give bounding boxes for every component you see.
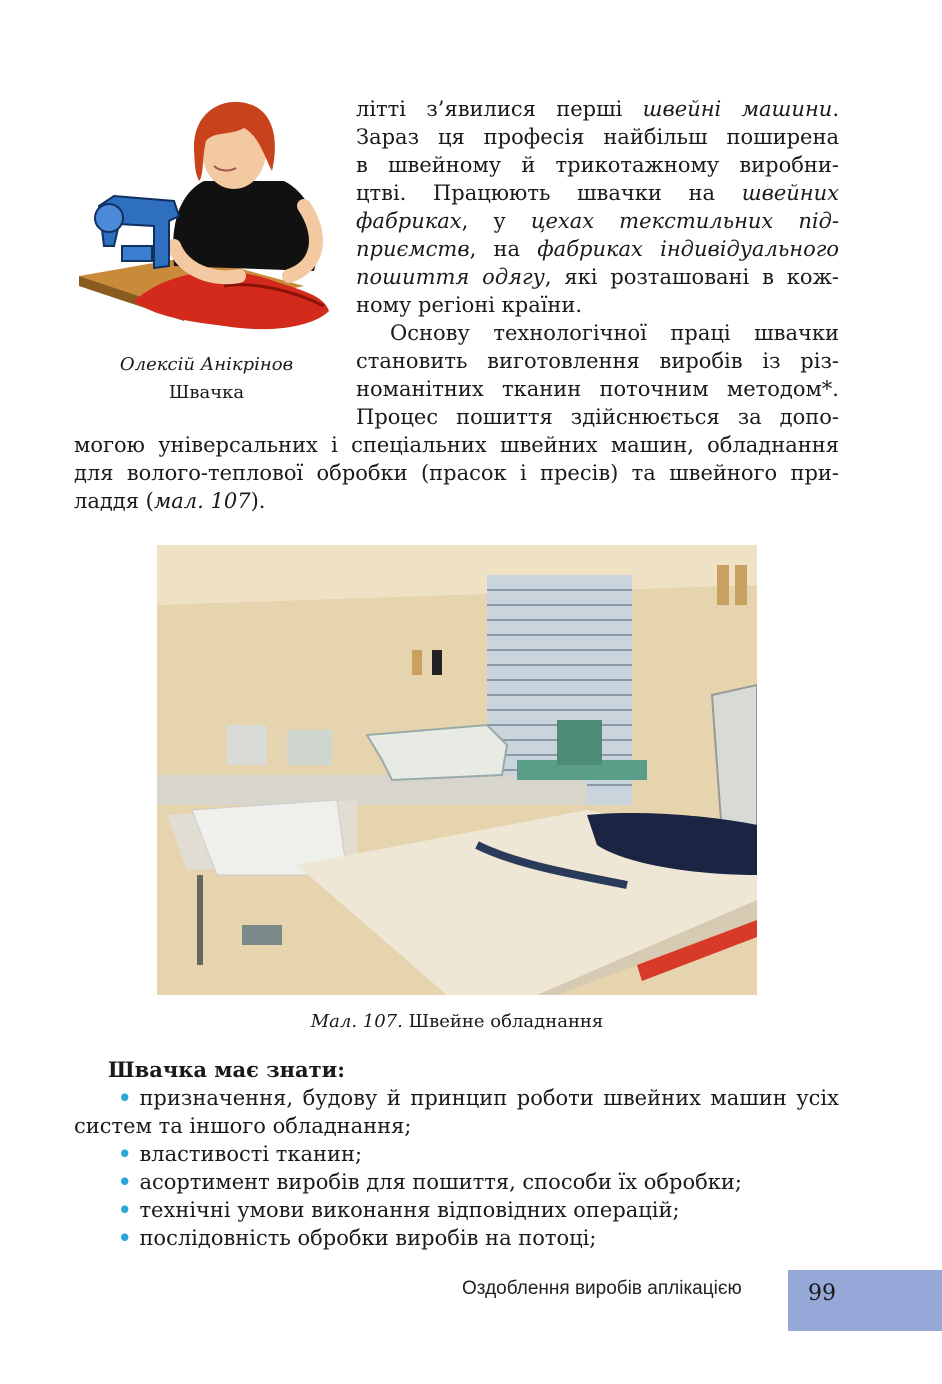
text-run: могою універсальних і спеціальних швейних машин, обладнання xyxy=(74,433,839,457)
text-run: Зараз ця професія найбільш поширена xyxy=(356,125,839,149)
text-run: , на xyxy=(469,237,538,261)
knowledge-item: • асортимент виробів для пошиття, способи їх обробки; xyxy=(118,1168,742,1196)
text-line xyxy=(356,235,839,263)
text-line xyxy=(74,431,839,459)
text-run: . xyxy=(832,97,839,121)
italic-term: цехах текстильних під- xyxy=(530,209,839,233)
italic-term: фабриках індивідуального xyxy=(537,237,839,261)
knowledge-heading: Швачка має знати: xyxy=(108,1057,345,1082)
text-line xyxy=(356,319,839,347)
page-number: 99 xyxy=(808,1281,836,1306)
text-run: в швейному й трикотажному виробни- xyxy=(356,153,839,177)
figure-label: Мал. 107. xyxy=(310,1011,403,1032)
sewing-workshop-photo xyxy=(157,545,757,995)
knowledge-item: • властивості тканин; xyxy=(118,1140,362,1168)
text-line xyxy=(356,291,839,319)
text-run: літті з’явилися перші xyxy=(356,97,643,121)
text-line xyxy=(74,487,839,515)
text-run: цтві. Працюють швачки на xyxy=(356,181,742,205)
text-line xyxy=(356,179,839,207)
text-line xyxy=(356,347,839,375)
text-run: Основу технологічної праці швачки xyxy=(390,321,839,345)
italic-term: приємств xyxy=(356,237,470,261)
illustration-title: Швачка xyxy=(168,382,245,403)
text-run: , у xyxy=(461,209,531,233)
text-line xyxy=(356,95,839,123)
text-run: ). xyxy=(250,489,266,513)
knowledge-item: • послідовність обробки виробів на потоці; xyxy=(118,1224,596,1252)
text-run: Процес пошиття здійснюється за допо- xyxy=(356,405,839,429)
paragraph-technology xyxy=(356,319,839,431)
figure-caption xyxy=(157,1011,757,1032)
seamstress-illustration xyxy=(74,96,339,336)
text-line xyxy=(356,403,839,431)
text-run: ладдя ( xyxy=(74,489,154,513)
italic-term: швейних xyxy=(741,181,839,205)
text-run: номанітних тканин поточним методом*. xyxy=(356,377,839,401)
italic-term: мал. 107 xyxy=(153,489,251,513)
italic-term: швейні машини xyxy=(642,97,833,121)
footer-section-title: Оздоблення виробів аплікацією xyxy=(462,1278,742,1299)
italic-term: фабриках xyxy=(356,209,462,233)
paragraph-technology-continued xyxy=(74,431,839,515)
text-line xyxy=(74,459,839,487)
text-line xyxy=(356,207,839,235)
text-line xyxy=(356,123,839,151)
text-run: , які розташовані в кож- xyxy=(544,265,839,289)
text-run: для волого-теплової обробки (прасок і пресів) та швейного при- xyxy=(74,461,839,485)
figure-caption-text: Швейне обладнання xyxy=(408,1011,604,1032)
text-run: становить виготовлення виробів із різ- xyxy=(356,349,839,373)
text-line xyxy=(356,151,839,179)
text-line xyxy=(356,263,839,291)
paragraph-profession xyxy=(356,95,839,319)
knowledge-item: • технічні умови виконання відповідних операцій; xyxy=(118,1196,680,1224)
knowledge-item-continued: систем та іншого обладнання; xyxy=(74,1114,412,1138)
text-run: ному регіоні країни. xyxy=(356,293,583,317)
illustration-author: Олексій Анікрінов xyxy=(119,354,294,375)
italic-term: пошиття одягу xyxy=(356,265,545,289)
text-line xyxy=(356,375,839,403)
knowledge-item: • призначення, будову й принцип роботи швейних машин усіх xyxy=(118,1084,839,1112)
